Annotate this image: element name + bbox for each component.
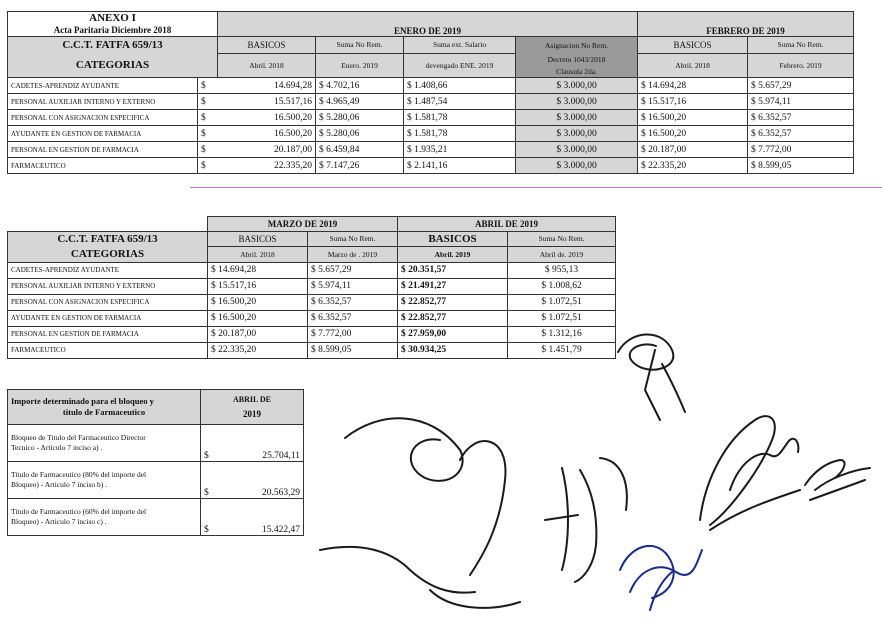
basico-value: 15.517,16 (218, 94, 316, 110)
category-name: PERSONAL AUXILIAR INTERNO Y EXTERNO (8, 94, 198, 110)
signature-3 (545, 458, 627, 582)
title-blocking-table (7, 389, 304, 536)
suma-enero-value: $ 4.965,49 (316, 94, 404, 110)
feb-basico-value: $ 16.500,20 (638, 110, 748, 126)
table-row (8, 462, 304, 499)
currency-sign: $ (198, 94, 218, 110)
currency-sign: $ (201, 462, 219, 499)
cct-label-2: C.C.T. FATFA 659/13 (8, 231, 208, 247)
table-row (8, 78, 854, 94)
abr-basico-value: $ 22.852,77 (398, 310, 508, 326)
table-row (8, 425, 304, 462)
abr-suma-value: $ 1.312,16 (508, 326, 616, 342)
suma-enero-value: $ 6.459,84 (316, 142, 404, 158)
blocking-value: 15.422,47 (219, 499, 304, 536)
blocking-description (8, 499, 201, 536)
suma-enero-value: $ 5.280,06 (316, 126, 404, 142)
signature-1 (618, 334, 685, 420)
category-name: FARMACEUTICO (8, 158, 198, 174)
category-name: PERSONAL CON ASIGNACION ESPECIFICA (8, 110, 198, 126)
abr-suma-value: $ 955,13 (508, 262, 616, 278)
feb-suma-value: $ 5.974,11 (748, 94, 854, 110)
feb-basico-value: $ 15.517,16 (638, 94, 748, 110)
mar-suma-value: $ 6.352,57 (308, 310, 398, 326)
anexo-title: ANEXO I (8, 12, 218, 25)
currency-sign: $ (198, 126, 218, 142)
highlight-line (190, 187, 882, 188)
suma-ext-value: $ 1.581,78 (404, 110, 516, 126)
feb-basico-value: $ 16.500,20 (638, 126, 748, 142)
signatures (300, 310, 880, 620)
feb-basico-value: $ 22.335,20 (638, 158, 748, 174)
table-row (8, 158, 854, 174)
col-abr-basicos: BASICOS (398, 231, 508, 247)
col-suma-no-rem: Suma No Rem. (316, 37, 404, 54)
feb-basico-value: $ 20.187,00 (638, 142, 748, 158)
blocking-description-line1: Titulo de Farmaceutico (80% del importe del (11, 470, 147, 479)
asignacion-value: $ 3.000,00 (516, 94, 638, 110)
blocking-period (201, 390, 304, 425)
currency-sign: $ (201, 499, 219, 536)
basico-value: 16.500,20 (218, 110, 316, 126)
period-abril: ABRIL DE 2019 (398, 217, 616, 232)
blocking-period-year: 2019 (243, 409, 261, 419)
col-mar-basicos-sub: Abril. 2018 (208, 247, 308, 263)
feb-basico-value: $ 14.694,28 (638, 78, 748, 94)
category-name: PERSONAL AUXILIAR INTERNO Y EXTERNO (8, 278, 208, 294)
abr-basico-value: $ 21.491,27 (398, 278, 508, 294)
cct-label: C.C.T. FATFA 659/13 (8, 37, 218, 54)
abr-basico-value: $ 22.852,77 (398, 294, 508, 310)
basico-value: 20.187,00 (218, 142, 316, 158)
signature-4 (620, 546, 702, 610)
currency-sign: $ (198, 110, 218, 126)
abr-basico-value: $ 20.351,57 (398, 262, 508, 278)
period-febrero: FEBRERO DE 2019 (638, 12, 854, 37)
asignacion-value: $ 3.000,00 (516, 110, 638, 126)
category-name: PERSONAL CON ASIGNACION ESPECIFICA (8, 294, 208, 310)
mar-suma-value: $ 7.772,00 (308, 326, 398, 342)
feb-suma-value: $ 6.352,57 (748, 110, 854, 126)
category-name: CADETES-APRENDIZ AYUDANTE (8, 262, 208, 278)
suma-enero-value: $ 7.147,26 (316, 158, 404, 174)
suma-enero-value: $ 4.702,16 (316, 78, 404, 94)
table-row (8, 94, 854, 110)
col-feb-basicos-sub: Abril. 2018 (638, 53, 748, 78)
blocking-description (8, 462, 201, 499)
col-suma-no-rem-sub: Enero. 2019 (316, 53, 404, 78)
col-asig-1: Asignacion No Rem. (516, 37, 638, 54)
abr-suma-value: $ 1.072,51 (508, 294, 616, 310)
asignacion-value: $ 3.000,00 (516, 158, 638, 174)
signature-6 (805, 460, 870, 500)
blocking-header-line2: titulo de Farmaceutico (62, 407, 146, 417)
blocking-description-line1: Bloqueo de Titulo del Farmaceutico Director (11, 433, 146, 442)
signature-5 (700, 416, 800, 530)
salary-table-jan-feb (7, 11, 854, 174)
col-feb-suma: Suma No Rem. (748, 37, 854, 54)
currency-sign: $ (198, 142, 218, 158)
col-basicos: BASICOS (218, 37, 316, 54)
mar-basico-value: $ 22.335,20 (208, 342, 308, 358)
asignacion-value: $ 3.000,00 (516, 142, 638, 158)
suma-ext-value: $ 1.408,66 (404, 78, 516, 94)
col-asig-2: Decreto 1043/2018 (516, 53, 638, 65)
categorias-label-2: CATEGORIAS (8, 247, 208, 263)
col-suma-ext: Suma ext. Salario (404, 37, 516, 54)
abr-suma-value: $ 1.008,62 (508, 278, 616, 294)
blocking-header (8, 390, 201, 425)
table-row (8, 262, 616, 278)
blocking-description (8, 425, 201, 462)
currency-sign: $ (198, 158, 218, 174)
table-row (8, 142, 854, 158)
categorias-label: CATEGORIAS (8, 53, 218, 78)
col-asig-3: Clausula 2da. (516, 65, 638, 78)
col-basicos-sub: Abril. 2018 (218, 53, 316, 78)
mar-basico-value: $ 15.517,16 (208, 278, 308, 294)
suma-enero-value: $ 5.280,06 (316, 110, 404, 126)
blocking-description-line1: Titulo de Farmaceutico (60% del importe del (11, 507, 147, 516)
mar-suma-value: $ 6.352,57 (308, 294, 398, 310)
suma-ext-value: $ 1.581,78 (404, 126, 516, 142)
feb-suma-value: $ 5.657,29 (748, 78, 854, 94)
period-enero: ENERO DE 2019 (218, 12, 638, 37)
blocking-value: 20.563,29 (219, 462, 304, 499)
category-name: CADETES-APRENDIZ AYUDANTE (8, 78, 198, 94)
abr-suma-value: $ 1.072,51 (508, 310, 616, 326)
category-name: PERSONAL EN GESTION DE FARMACIA (8, 142, 198, 158)
mar-basico-value: $ 16.500,20 (208, 294, 308, 310)
mar-basico-value: $ 14.694,28 (208, 262, 308, 278)
asignacion-value: $ 3.000,00 (516, 78, 638, 94)
mar-basico-value: $ 16.500,20 (208, 310, 308, 326)
table-row (8, 278, 616, 294)
blocking-header-line1: Importe determinado para el bloqueo y (11, 396, 154, 406)
mar-basico-value: $ 20.187,00 (208, 326, 308, 342)
category-name: AYUDANTE EN GESTION DE FARMACIA (8, 310, 208, 326)
asignacion-value: $ 3.000,00 (516, 126, 638, 142)
abr-basico-value: $ 30.934,25 (398, 342, 508, 358)
col-feb-basicos: BASICOS (638, 37, 748, 54)
signature-2 (320, 418, 520, 608)
feb-suma-value: $ 8.599,05 (748, 158, 854, 174)
blocking-description-line2: Bloqueo) - Articulo 7 inciso b) . (11, 480, 108, 489)
basico-value: 16.500,20 (218, 126, 316, 142)
mar-suma-value: $ 5.974,11 (308, 278, 398, 294)
mar-suma-value: $ 8.599,05 (308, 342, 398, 358)
basico-value: 14.694,28 (218, 78, 316, 94)
blocking-period-top: ABRIL DE (233, 395, 272, 404)
col-abr-basicos-sub: Abril. 2019 (398, 247, 508, 263)
feb-suma-value: $ 6.352,57 (748, 126, 854, 142)
col-abr-suma: Suma No Rem. (508, 231, 616, 247)
period-marzo: MARZO DE 2019 (208, 217, 398, 232)
mar-suma-value: $ 5.657,29 (308, 262, 398, 278)
currency-sign: $ (201, 425, 219, 462)
blocking-description-line2: Tecnico - Articulo 7 inciso a) . (11, 443, 103, 452)
suma-ext-value: $ 2.141,16 (404, 158, 516, 174)
table-row (8, 294, 616, 310)
anexo-subtitle: Acta Paritaria Diciembre 2018 (8, 24, 218, 37)
category-name: FARMACEUTICO (8, 342, 208, 358)
abr-basico-value: $ 27.959,00 (398, 326, 508, 342)
table-row (8, 499, 304, 536)
col-mar-suma: Suma No Rem. (308, 231, 398, 247)
blocking-description-line2: Bloqueo) - Articulo 7 inciso c) . (11, 517, 107, 526)
table-row (8, 126, 854, 142)
col-abr-suma-sub: Abril de. 2019 (508, 247, 616, 263)
suma-ext-value: $ 1.935,21 (404, 142, 516, 158)
category-name: PERSONAL EN GESTION DE FARMACIA (8, 326, 208, 342)
abr-suma-value: $ 1.451,79 (508, 342, 616, 358)
currency-sign: $ (198, 78, 218, 94)
col-mar-suma-sub: Marzo de . 2019 (308, 247, 398, 263)
basico-value: 22.335,20 (218, 158, 316, 174)
col-suma-ext-sub: devengado ENE. 2019 (404, 53, 516, 78)
category-name: AYUDANTE EN GESTION DE FARMACIA (8, 126, 198, 142)
col-feb-suma-sub: Febrero. 2019 (748, 53, 854, 78)
suma-ext-value: $ 1.487,54 (404, 94, 516, 110)
blocking-value: 25.704,11 (219, 425, 304, 462)
col-mar-basicos: BASICOS (208, 231, 308, 247)
feb-suma-value: $ 7.772,00 (748, 142, 854, 158)
table-row (8, 110, 854, 126)
